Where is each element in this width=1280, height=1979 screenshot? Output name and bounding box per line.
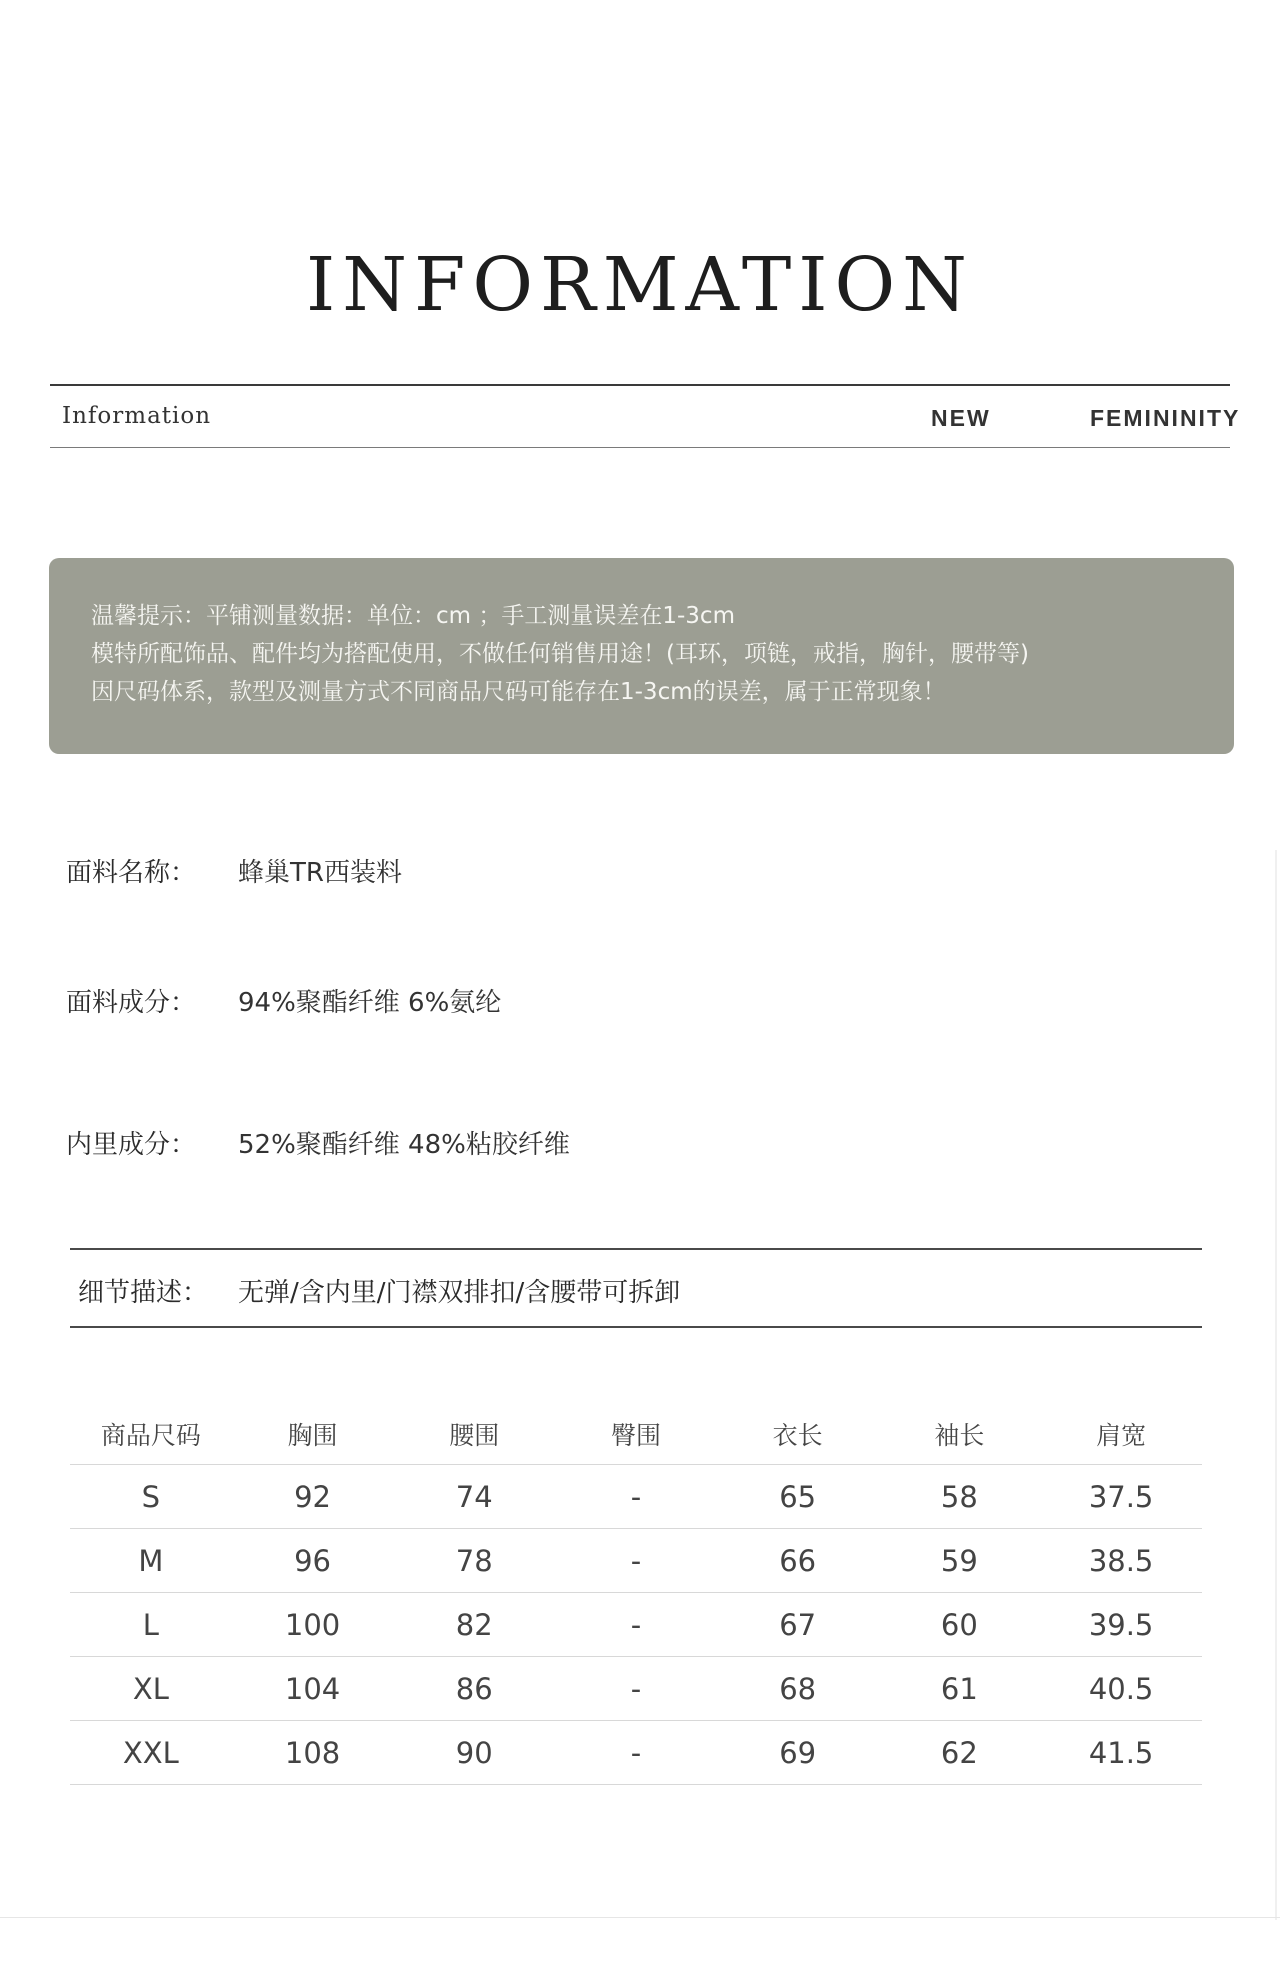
bottom-divider <box>0 1917 1280 1918</box>
table-row <box>70 1593 1202 1657</box>
waist-cell: 82 <box>393 1593 555 1657</box>
chest-cell: 96 <box>232 1529 394 1593</box>
sleeve-cell: 59 <box>879 1529 1041 1593</box>
shoulder-cell: 38.5 <box>1040 1529 1202 1593</box>
table-row <box>70 1465 1202 1529</box>
sleeve-cell: 58 <box>879 1465 1041 1529</box>
size-cell: XXL <box>70 1721 232 1785</box>
banner-femininity-label: FEMININITY <box>1090 405 1241 431</box>
table-row <box>70 1657 1202 1721</box>
header-chest: 胸围 <box>232 1404 394 1465</box>
lining-composition-value: 52%聚酯纤维 48%粘胶纤维 <box>238 1130 570 1160</box>
lining-composition-label: 内里成分： <box>66 1130 197 1160</box>
shoulder-cell: 41.5 <box>1040 1721 1202 1785</box>
hip-cell: - <box>555 1657 717 1721</box>
notice-line-3: 因尺码体系，款型及测量方式不同商品尺码可能存在1-3cm的误差，属于正常现象！ <box>91 679 946 705</box>
header-sleeve: 袖长 <box>879 1404 1041 1465</box>
waist-cell: 90 <box>393 1721 555 1785</box>
header-hip: 臀围 <box>555 1404 717 1465</box>
chest-cell: 100 <box>232 1593 394 1657</box>
fabric-name-label: 面料名称： <box>66 858 197 888</box>
length-cell: 65 <box>717 1465 879 1529</box>
size-cell: S <box>70 1465 232 1529</box>
hip-cell: - <box>555 1465 717 1529</box>
banner-top-rule <box>50 384 1230 386</box>
waist-cell: 78 <box>393 1529 555 1593</box>
length-cell: 66 <box>717 1529 879 1593</box>
sleeve-cell: 60 <box>879 1593 1041 1657</box>
sleeve-cell: 61 <box>879 1657 1041 1721</box>
banner-new-label: NEW <box>931 405 991 431</box>
notice-line-1: 温馨提示：平铺测量数据：单位：cm ；手工测量误差在1-3cm <box>91 603 735 629</box>
waist-cell: 86 <box>393 1657 555 1721</box>
shoulder-cell: 37.5 <box>1040 1465 1202 1529</box>
length-cell: 69 <box>717 1721 879 1785</box>
shoulder-cell: 39.5 <box>1040 1593 1202 1657</box>
fabric-name-value: 蜂巢TR西装料 <box>238 858 402 888</box>
notice-line-2: 模特所配饰品、配件均为搭配使用，不做任何销售用途！(耳环，项链，戒指，胸针，腰带等) <box>91 641 1029 667</box>
size-table-header-row <box>70 1404 1202 1465</box>
length-cell: 67 <box>717 1593 879 1657</box>
banner-information-label: Information <box>62 403 212 429</box>
header-size: 商品尺码 <box>70 1404 232 1465</box>
fabric-composition-label: 面料成分： <box>66 988 197 1018</box>
page-title: INFORMATION <box>306 242 974 328</box>
detail-value: 无弹/含内里/门襟双排扣/含腰带可拆卸 <box>238 1278 681 1308</box>
header-waist: 腰围 <box>393 1404 555 1465</box>
hip-cell: - <box>555 1529 717 1593</box>
right-edge-line <box>1275 850 1277 1920</box>
length-cell: 68 <box>717 1657 879 1721</box>
size-table <box>70 1404 1202 1785</box>
size-cell: XL <box>70 1657 232 1721</box>
sleeve-cell: 62 <box>879 1721 1041 1785</box>
header-length: 衣长 <box>717 1404 879 1465</box>
chest-cell: 104 <box>232 1657 394 1721</box>
waist-cell: 74 <box>393 1465 555 1529</box>
detail-top-rule <box>70 1248 1202 1250</box>
detail-label: 细节描述： <box>78 1278 209 1308</box>
banner-bottom-rule <box>50 447 1230 448</box>
size-cell: L <box>70 1593 232 1657</box>
shoulder-cell: 40.5 <box>1040 1657 1202 1721</box>
fabric-composition-value: 94%聚酯纤维 6%氨纶 <box>238 988 502 1018</box>
size-cell: M <box>70 1529 232 1593</box>
table-row <box>70 1721 1202 1785</box>
notice-box <box>49 558 1234 754</box>
hip-cell: - <box>555 1721 717 1785</box>
header-shoulder: 肩宽 <box>1040 1404 1202 1465</box>
detail-bottom-rule <box>70 1326 1202 1328</box>
chest-cell: 92 <box>232 1465 394 1529</box>
hip-cell: - <box>555 1593 717 1657</box>
chest-cell: 108 <box>232 1721 394 1785</box>
table-row <box>70 1529 1202 1593</box>
